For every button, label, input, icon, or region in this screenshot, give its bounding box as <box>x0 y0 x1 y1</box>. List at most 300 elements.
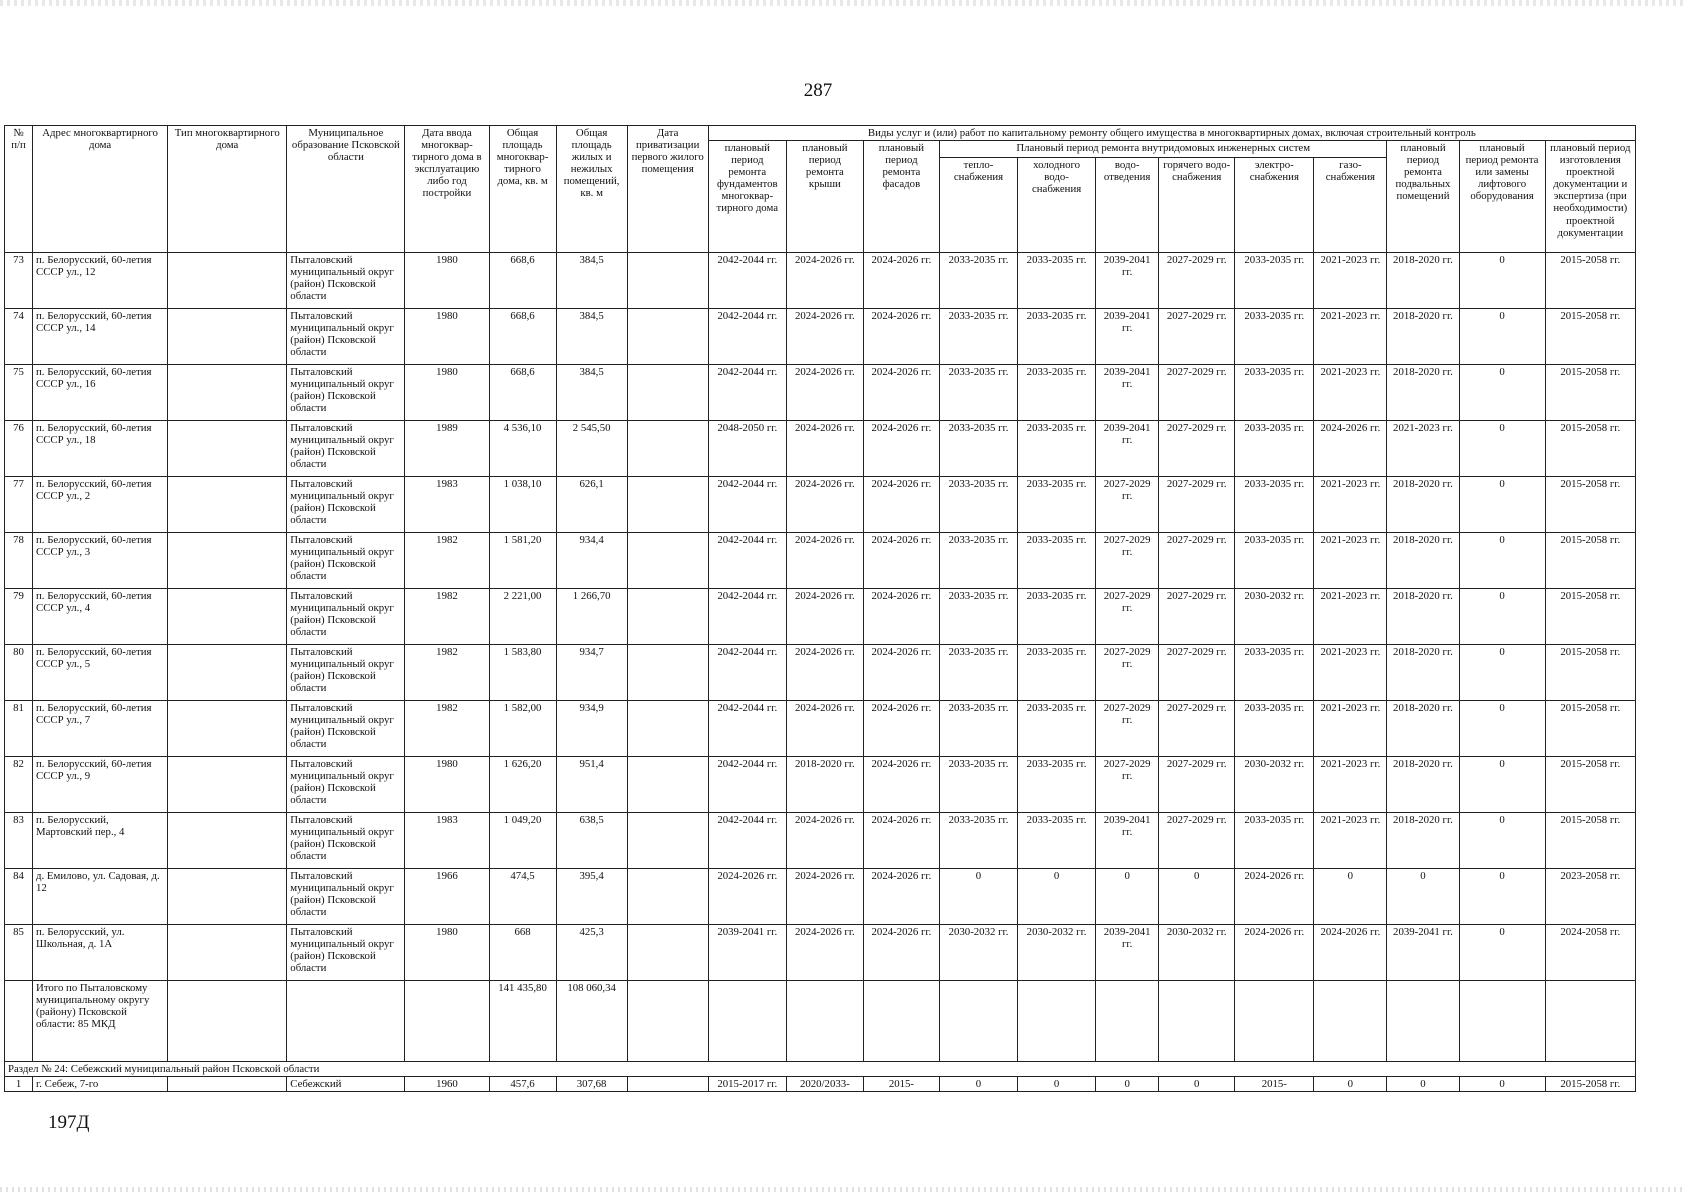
cell-foundation: 2042-2044 гг. <box>708 757 786 813</box>
cell-basement: 2018-2020 гг. <box>1387 253 1459 309</box>
cell-type <box>168 645 287 701</box>
cell-privatization <box>627 1077 708 1092</box>
cell-address: п. Белорусский, ул. Школьная, д. 1А <box>33 925 168 981</box>
cell-electric: 2033-2035 гг. <box>1235 477 1314 533</box>
cell-num: 80 <box>5 645 33 701</box>
cell-foundation: 2042-2044 гг. <box>708 701 786 757</box>
cell-living-area: 951,4 <box>556 757 627 813</box>
cell-electric: 2030-2032 гг. <box>1235 757 1314 813</box>
cell-elevator: 0 <box>1459 869 1545 925</box>
cell-heat: 2033-2035 гг. <box>939 757 1017 813</box>
cell-municipality: Себежский <box>287 1077 405 1092</box>
header-total-area: Общая площадь многоквар-тирного дома, кв. м <box>489 126 556 253</box>
cell-electric: 2033-2035 гг. <box>1235 253 1314 309</box>
cell-cold-water: 2033-2035 гг. <box>1018 645 1096 701</box>
cell-electric: 2033-2035 гг. <box>1235 421 1314 477</box>
cell-basement: 2018-2020 гг. <box>1387 309 1459 365</box>
cell-type <box>168 253 287 309</box>
cell-living-area: 2 545,50 <box>556 421 627 477</box>
cell-foundation: 2042-2044 гг. <box>708 533 786 589</box>
cell-municipality: Пыталовский муниципальный округ (район) Псковской области <box>287 757 405 813</box>
capital-repair-table <box>4 125 1636 1092</box>
cell-design: 2015-2058 гг. <box>1545 589 1635 645</box>
total-label: Итого по Пыталовскому муниципальному округу (району) Псковской области: 85 МКД <box>33 981 168 1062</box>
cell-electric: 2033-2035 гг. <box>1235 701 1314 757</box>
cell-privatization <box>627 701 708 757</box>
cell-basement: 2018-2020 гг. <box>1387 533 1459 589</box>
cell-living-area: 638,5 <box>556 813 627 869</box>
cell-foundation: 2042-2044 гг. <box>708 253 786 309</box>
cell-hot-water: 2027-2029 гг. <box>1159 477 1235 533</box>
cell-year: 1980 <box>405 365 489 421</box>
cell-privatization <box>627 253 708 309</box>
cell-municipality: Пыталовский муниципальный округ (район) Псковской области <box>287 925 405 981</box>
cell-total-area: 4 536,10 <box>489 421 556 477</box>
cell-hot-water: 2027-2029 гг. <box>1159 253 1235 309</box>
header-roof: плановый период ремонта крыши <box>786 141 863 253</box>
cell-sewer: 2027-2029 гг. <box>1096 757 1159 813</box>
cell-elevator: 0 <box>1459 533 1545 589</box>
cell-basement: 2018-2020 гг. <box>1387 701 1459 757</box>
cell-type <box>168 421 287 477</box>
cell-heat: 2033-2035 гг. <box>939 701 1017 757</box>
cell-municipality: Пыталовский муниципальный округ (район) Псковской области <box>287 421 405 477</box>
cell-total-area: 1 626,20 <box>489 757 556 813</box>
cell-total-area: 1 581,20 <box>489 533 556 589</box>
cell-living-area: 934,4 <box>556 533 627 589</box>
cell-year: 1983 <box>405 813 489 869</box>
header-elevator: плановый период ремонта или замены лифтового оборудования <box>1459 141 1545 253</box>
cell-address: п. Белорусский, 60-летия СССР ул., 18 <box>33 421 168 477</box>
cell-roof: 2024-2026 гг. <box>786 365 863 421</box>
cell-elevator: 0 <box>1459 1077 1545 1092</box>
cell-year: 1980 <box>405 757 489 813</box>
table-row <box>5 1077 1636 1092</box>
cell-hot-water: 2027-2029 гг. <box>1159 645 1235 701</box>
cell-privatization <box>627 813 708 869</box>
total-row <box>5 981 1636 1062</box>
cell-sewer: 2039-2041 гг. <box>1096 421 1159 477</box>
cell-facade: 2024-2026 гг. <box>863 253 939 309</box>
cell-gas: 2021-2023 гг. <box>1314 477 1387 533</box>
cell-hot-water: 2027-2029 гг. <box>1159 701 1235 757</box>
cell-type <box>168 925 287 981</box>
cell-sewer: 2027-2029 гг. <box>1096 533 1159 589</box>
table-row <box>5 365 1636 421</box>
cell-foundation: 2042-2044 гг. <box>708 309 786 365</box>
cell-total-area: 2 221,00 <box>489 589 556 645</box>
cell-roof: 2024-2026 гг. <box>786 869 863 925</box>
cell-gas: 2021-2023 гг. <box>1314 757 1387 813</box>
table-row <box>5 589 1636 645</box>
cell-electric: 2024-2026 гг. <box>1235 869 1314 925</box>
cell-privatization <box>627 757 708 813</box>
header-num: № п/п <box>5 126 33 253</box>
cell-type <box>168 869 287 925</box>
cell-basement: 2039-2041 гг. <box>1387 925 1459 981</box>
cell-year: 1980 <box>405 309 489 365</box>
cell-design: 2015-2058 гг. <box>1545 309 1635 365</box>
cell-heat: 2033-2035 гг. <box>939 309 1017 365</box>
cell-gas: 2021-2023 гг. <box>1314 589 1387 645</box>
cell-num: 74 <box>5 309 33 365</box>
cell-electric: 2033-2035 гг. <box>1235 365 1314 421</box>
cell-gas: 2021-2023 гг. <box>1314 701 1387 757</box>
cell-design: 2015-2058 гг. <box>1545 421 1635 477</box>
cell-facade: 2024-2026 гг. <box>863 757 939 813</box>
cell-elevator: 0 <box>1459 421 1545 477</box>
cell-living-area: 425,3 <box>556 925 627 981</box>
cell-cold-water: 2033-2035 гг. <box>1018 365 1096 421</box>
cell-total-area: 1 582,00 <box>489 701 556 757</box>
cell-heat: 2033-2035 гг. <box>939 477 1017 533</box>
cell-num: 79 <box>5 589 33 645</box>
cell-cold-water: 2033-2035 гг. <box>1018 589 1096 645</box>
cell-cold-water: 2033-2035 гг. <box>1018 701 1096 757</box>
cell-elevator: 0 <box>1459 813 1545 869</box>
cell-gas: 0 <box>1314 1077 1387 1092</box>
cell-sewer: 2027-2029 гг. <box>1096 701 1159 757</box>
scan-edge-bottom <box>0 1187 1686 1192</box>
cell-facade: 2024-2026 гг. <box>863 645 939 701</box>
cell-total-area: 668,6 <box>489 309 556 365</box>
cell-design: 2024-2058 гг. <box>1545 925 1635 981</box>
cell-privatization <box>627 533 708 589</box>
cell-total-area: 1 049,20 <box>489 813 556 869</box>
cell-roof: 2020/2033- <box>786 1077 863 1092</box>
cell-address: п. Белорусский, 60-летия СССР ул., 3 <box>33 533 168 589</box>
cell-total-area: 457,6 <box>489 1077 556 1092</box>
cell-electric: 2033-2035 гг. <box>1235 533 1314 589</box>
cell-address: п. Белорусский, 60-летия СССР ул., 9 <box>33 757 168 813</box>
cell-foundation: 2015-2017 гг. <box>708 1077 786 1092</box>
cell-type <box>168 589 287 645</box>
cell-living-area: 384,5 <box>556 365 627 421</box>
cell-sewer: 2039-2041 гг. <box>1096 309 1159 365</box>
cell-total-area: 1 583,80 <box>489 645 556 701</box>
cell-privatization <box>627 869 708 925</box>
cell-municipality: Пыталовский муниципальный округ (район) Псковской области <box>287 589 405 645</box>
cell-type <box>168 309 287 365</box>
cell-municipality: Пыталовский муниципальный округ (район) Псковской области <box>287 253 405 309</box>
cell-sewer: 0 <box>1096 869 1159 925</box>
cell-total-area: 668,6 <box>489 253 556 309</box>
cell-cold-water: 0 <box>1018 869 1096 925</box>
cell-gas: 2021-2023 гг. <box>1314 253 1387 309</box>
cell-num: 1 <box>5 1077 33 1092</box>
table-row <box>5 309 1636 365</box>
cell-municipality: Пыталовский муниципальный округ (район) Псковской области <box>287 813 405 869</box>
cell-privatization <box>627 589 708 645</box>
cell-privatization <box>627 365 708 421</box>
header-sewer: водо-отведения <box>1096 158 1159 253</box>
cell-sewer: 2027-2029 гг. <box>1096 645 1159 701</box>
cell-basement: 2018-2020 гг. <box>1387 589 1459 645</box>
table-body <box>5 253 1636 1092</box>
scan-edge-top <box>0 0 1686 6</box>
cell-sewer: 2039-2041 гг. <box>1096 925 1159 981</box>
cell-facade: 2024-2026 гг. <box>863 477 939 533</box>
table-row <box>5 253 1636 309</box>
cell-heat: 2033-2035 гг. <box>939 533 1017 589</box>
cell-facade: 2024-2026 гг. <box>863 533 939 589</box>
cell-address: п. Белорусский, 60-летия СССР ул., 4 <box>33 589 168 645</box>
cell-design: 2015-2058 гг. <box>1545 757 1635 813</box>
cell-electric: 2033-2035 гг. <box>1235 813 1314 869</box>
cell-hot-water: 2027-2029 гг. <box>1159 365 1235 421</box>
cell-address: п. Белорусский, 60-летия СССР ул., 2 <box>33 477 168 533</box>
cell-gas: 2021-2023 гг. <box>1314 645 1387 701</box>
cell-total-area: 668 <box>489 925 556 981</box>
table-row <box>5 645 1636 701</box>
cell-hot-water: 2027-2029 гг. <box>1159 757 1235 813</box>
cell-address: г. Себеж, 7-го <box>33 1077 168 1092</box>
table-row <box>5 813 1636 869</box>
cell-facade: 2024-2026 гг. <box>863 421 939 477</box>
cell-facade: 2024-2026 гг. <box>863 309 939 365</box>
cell-hot-water: 0 <box>1159 1077 1235 1092</box>
header-basement: плановый период ремонта подвальных помещений <box>1387 141 1459 253</box>
cell-foundation: 2042-2044 гг. <box>708 589 786 645</box>
cell-sewer: 2027-2029 гг. <box>1096 477 1159 533</box>
header-cold-water: холодного водо-снабжения <box>1018 158 1096 253</box>
cell-elevator: 0 <box>1459 253 1545 309</box>
cell-year: 1982 <box>405 645 489 701</box>
cell-roof: 2018-2020 гг. <box>786 757 863 813</box>
cell-num: 77 <box>5 477 33 533</box>
cell-heat: 2033-2035 гг. <box>939 645 1017 701</box>
cell-address: п. Белорусский, 60-летия СССР ул., 16 <box>33 365 168 421</box>
cell-cold-water: 2033-2035 гг. <box>1018 421 1096 477</box>
cell-basement: 0 <box>1387 869 1459 925</box>
cell-living-area: 384,5 <box>556 253 627 309</box>
cell-living-area: 384,5 <box>556 309 627 365</box>
header-facade: плановый период ремонта фасадов <box>863 141 939 253</box>
cell-design: 2015-2058 гг. <box>1545 701 1635 757</box>
cell-roof: 2024-2026 гг. <box>786 701 863 757</box>
cell-living-area: 1 266,70 <box>556 589 627 645</box>
cell-year: 1983 <box>405 477 489 533</box>
cell-address: п. Белорусский, 60-летия СССР ул., 12 <box>33 253 168 309</box>
header-type: Тип многоквартирного дома <box>168 126 287 253</box>
header-gas: газо-снабжения <box>1314 158 1387 253</box>
cell-gas: 2021-2023 гг. <box>1314 365 1387 421</box>
cell-privatization <box>627 645 708 701</box>
cell-roof: 2024-2026 гг. <box>786 589 863 645</box>
header-heat: тепло-снабжения <box>939 158 1017 253</box>
cell-year: 1980 <box>405 925 489 981</box>
cell-num: 73 <box>5 253 33 309</box>
cell-design: 2015-2058 гг. <box>1545 253 1635 309</box>
cell-roof: 2024-2026 гг. <box>786 477 863 533</box>
cell-type <box>168 1077 287 1092</box>
header-living-area: Общая площадь жилых и нежилых помещений, кв. м <box>556 126 627 253</box>
cell-municipality: Пыталовский муниципальный округ (район) Псковской области <box>287 869 405 925</box>
table-row <box>5 533 1636 589</box>
document-code: 197Д <box>48 1112 90 1133</box>
cell-roof: 2024-2026 гг. <box>786 813 863 869</box>
cell-cold-water: 0 <box>1018 1077 1096 1092</box>
cell-design: 2015-2058 гг. <box>1545 477 1635 533</box>
cell-heat: 2033-2035 гг. <box>939 253 1017 309</box>
cell-address: п. Белорусский, 60-летия СССР ул., 7 <box>33 701 168 757</box>
cell-heat: 0 <box>939 869 1017 925</box>
cell-elevator: 0 <box>1459 309 1545 365</box>
cell-basement: 0 <box>1387 1077 1459 1092</box>
cell-type <box>168 365 287 421</box>
section-row <box>5 1062 1636 1077</box>
cell-basement: 2018-2020 гг. <box>1387 813 1459 869</box>
cell-roof: 2024-2026 гг. <box>786 533 863 589</box>
cell-heat: 2033-2035 гг. <box>939 589 1017 645</box>
cell-total-area: 668,6 <box>489 365 556 421</box>
cell-hot-water: 2027-2029 гг. <box>1159 589 1235 645</box>
cell-facade: 2024-2026 гг. <box>863 701 939 757</box>
cell-municipality: Пыталовский муниципальный округ (район) Псковской области <box>287 645 405 701</box>
page-number: 287 <box>803 80 833 101</box>
cell-foundation: 2042-2044 гг. <box>708 365 786 421</box>
cell-electric: 2033-2035 гг. <box>1235 645 1314 701</box>
cell-elevator: 0 <box>1459 701 1545 757</box>
cell-sewer: 2027-2029 гг. <box>1096 589 1159 645</box>
cell-gas: 2021-2023 гг. <box>1314 813 1387 869</box>
cell-year: 1966 <box>405 869 489 925</box>
cell-facade: 2024-2026 гг. <box>863 925 939 981</box>
cell-num: 78 <box>5 533 33 589</box>
table-row <box>5 477 1636 533</box>
cell-num: 82 <box>5 757 33 813</box>
cell-foundation: 2039-2041 гг. <box>708 925 786 981</box>
cell-heat: 2033-2035 гг. <box>939 813 1017 869</box>
cell-hot-water: 0 <box>1159 869 1235 925</box>
cell-hot-water: 2027-2029 гг. <box>1159 533 1235 589</box>
total-area-sum: 141 435,80 <box>489 981 556 1062</box>
cell-municipality: Пыталовский муниципальный округ (район) Псковской области <box>287 477 405 533</box>
cell-hot-water: 2027-2029 гг. <box>1159 813 1235 869</box>
cell-electric: 2033-2035 гг. <box>1235 309 1314 365</box>
header-municipality: Муниципальное образование Псковской области <box>287 126 405 253</box>
cell-roof: 2024-2026 гг. <box>786 645 863 701</box>
cell-facade: 2024-2026 гг. <box>863 589 939 645</box>
cell-electric: 2030-2032 гг. <box>1235 589 1314 645</box>
cell-roof: 2024-2026 гг. <box>786 925 863 981</box>
cell-roof: 2024-2026 гг. <box>786 253 863 309</box>
cell-cold-water: 2033-2035 гг. <box>1018 477 1096 533</box>
cell-heat: 0 <box>939 1077 1017 1092</box>
cell-hot-water: 2030-2032 гг. <box>1159 925 1235 981</box>
cell-design: 2023-2058 гг. <box>1545 869 1635 925</box>
cell-num: 83 <box>5 813 33 869</box>
cell-privatization <box>627 477 708 533</box>
header-design: плановый период изготовления проектной документации и экспертиза (при необходимости) проектной документации <box>1545 141 1635 253</box>
cell-design: 2015-2058 гг. <box>1545 1077 1635 1092</box>
header-date-entry: Дата ввода многоквар-тирного дома в эксплуатацию либо год постройки <box>405 126 489 253</box>
cell-hot-water: 2027-2029 гг. <box>1159 421 1235 477</box>
cell-hot-water: 2027-2029 гг. <box>1159 309 1235 365</box>
cell-year: 1982 <box>405 533 489 589</box>
cell-living-area: 934,9 <box>556 701 627 757</box>
cell-electric: 2024-2026 гг. <box>1235 925 1314 981</box>
cell-year: 1982 <box>405 701 489 757</box>
cell-foundation: 2024-2026 гг. <box>708 869 786 925</box>
cell-type <box>168 533 287 589</box>
cell-municipality: Пыталовский муниципальный округ (район) Псковской области <box>287 309 405 365</box>
cell-roof: 2024-2026 гг. <box>786 421 863 477</box>
cell-num: 81 <box>5 701 33 757</box>
cell-basement: 2018-2020 гг. <box>1387 757 1459 813</box>
cell-elevator: 0 <box>1459 925 1545 981</box>
cell-design: 2015-2058 гг. <box>1545 533 1635 589</box>
header-hot-water: горячего водо-снабжения <box>1159 158 1235 253</box>
header-privatization: Дата приватизации первого жилого помещения <box>627 126 708 253</box>
cell-foundation: 2048-2050 гг. <box>708 421 786 477</box>
table-row <box>5 869 1636 925</box>
cell-gas: 2021-2023 гг. <box>1314 309 1387 365</box>
cell-living-area: 395,4 <box>556 869 627 925</box>
cell-heat: 2033-2035 гг. <box>939 421 1017 477</box>
cell-address: п. Белорусский, 60-летия СССР ул., 14 <box>33 309 168 365</box>
cell-type <box>168 757 287 813</box>
cell-design: 2015-2058 гг. <box>1545 813 1635 869</box>
cell-elevator: 0 <box>1459 757 1545 813</box>
cell-facade: 2024-2026 гг. <box>863 869 939 925</box>
cell-roof: 2024-2026 гг. <box>786 309 863 365</box>
cell-basement: 2018-2020 гг. <box>1387 365 1459 421</box>
cell-gas: 0 <box>1314 869 1387 925</box>
cell-gas: 2024-2026 гг. <box>1314 421 1387 477</box>
cell-elevator: 0 <box>1459 589 1545 645</box>
cell-cold-water: 2033-2035 гг. <box>1018 309 1096 365</box>
cell-living-area: 934,7 <box>556 645 627 701</box>
cell-sewer: 0 <box>1096 1077 1159 1092</box>
cell-sewer: 2039-2041 гг. <box>1096 365 1159 421</box>
cell-cold-water: 2033-2035 гг. <box>1018 813 1096 869</box>
cell-sewer: 2039-2041 гг. <box>1096 253 1159 309</box>
cell-foundation: 2042-2044 гг. <box>708 477 786 533</box>
cell-cold-water: 2033-2035 гг. <box>1018 757 1096 813</box>
cell-basement: 2018-2020 гг. <box>1387 645 1459 701</box>
table-row <box>5 701 1636 757</box>
cell-heat: 2030-2032 гг. <box>939 925 1017 981</box>
section-title: Раздел № 24: Себежский муниципальный район Псковской области <box>5 1062 1636 1077</box>
cell-type <box>168 477 287 533</box>
cell-year: 1989 <box>405 421 489 477</box>
cell-privatization <box>627 309 708 365</box>
cell-foundation: 2042-2044 гг. <box>708 645 786 701</box>
cell-type <box>168 813 287 869</box>
cell-cold-water: 2030-2032 гг. <box>1018 925 1096 981</box>
cell-facade: 2024-2026 гг. <box>863 813 939 869</box>
cell-foundation: 2042-2044 гг. <box>708 813 786 869</box>
cell-type <box>168 701 287 757</box>
cell-year: 1960 <box>405 1077 489 1092</box>
cell-num: 84 <box>5 869 33 925</box>
cell-electric: 2015- <box>1235 1077 1314 1092</box>
cell-year: 1982 <box>405 589 489 645</box>
header-systems-group: Плановый период ремонта внутридомовых инженерных систем <box>939 141 1386 158</box>
cell-municipality: Пыталовский муниципальный округ (район) Псковской области <box>287 701 405 757</box>
cell-cold-water: 2033-2035 гг. <box>1018 533 1096 589</box>
header-address: Адрес многоквартирного дома <box>33 126 168 253</box>
cell-living-area: 307,68 <box>556 1077 627 1092</box>
header-foundation: плановый период ремонта фундаментов многоквар-тирного дома <box>708 141 786 253</box>
cell-address: д. Емилово, ул. Садовая, д. 12 <box>33 869 168 925</box>
header-electric: электро-снабжения <box>1235 158 1314 253</box>
cell-facade: 2015- <box>863 1077 939 1092</box>
cell-elevator: 0 <box>1459 645 1545 701</box>
cell-address: п. Белорусский, 60-летия СССР ул., 5 <box>33 645 168 701</box>
cell-living-area: 626,1 <box>556 477 627 533</box>
